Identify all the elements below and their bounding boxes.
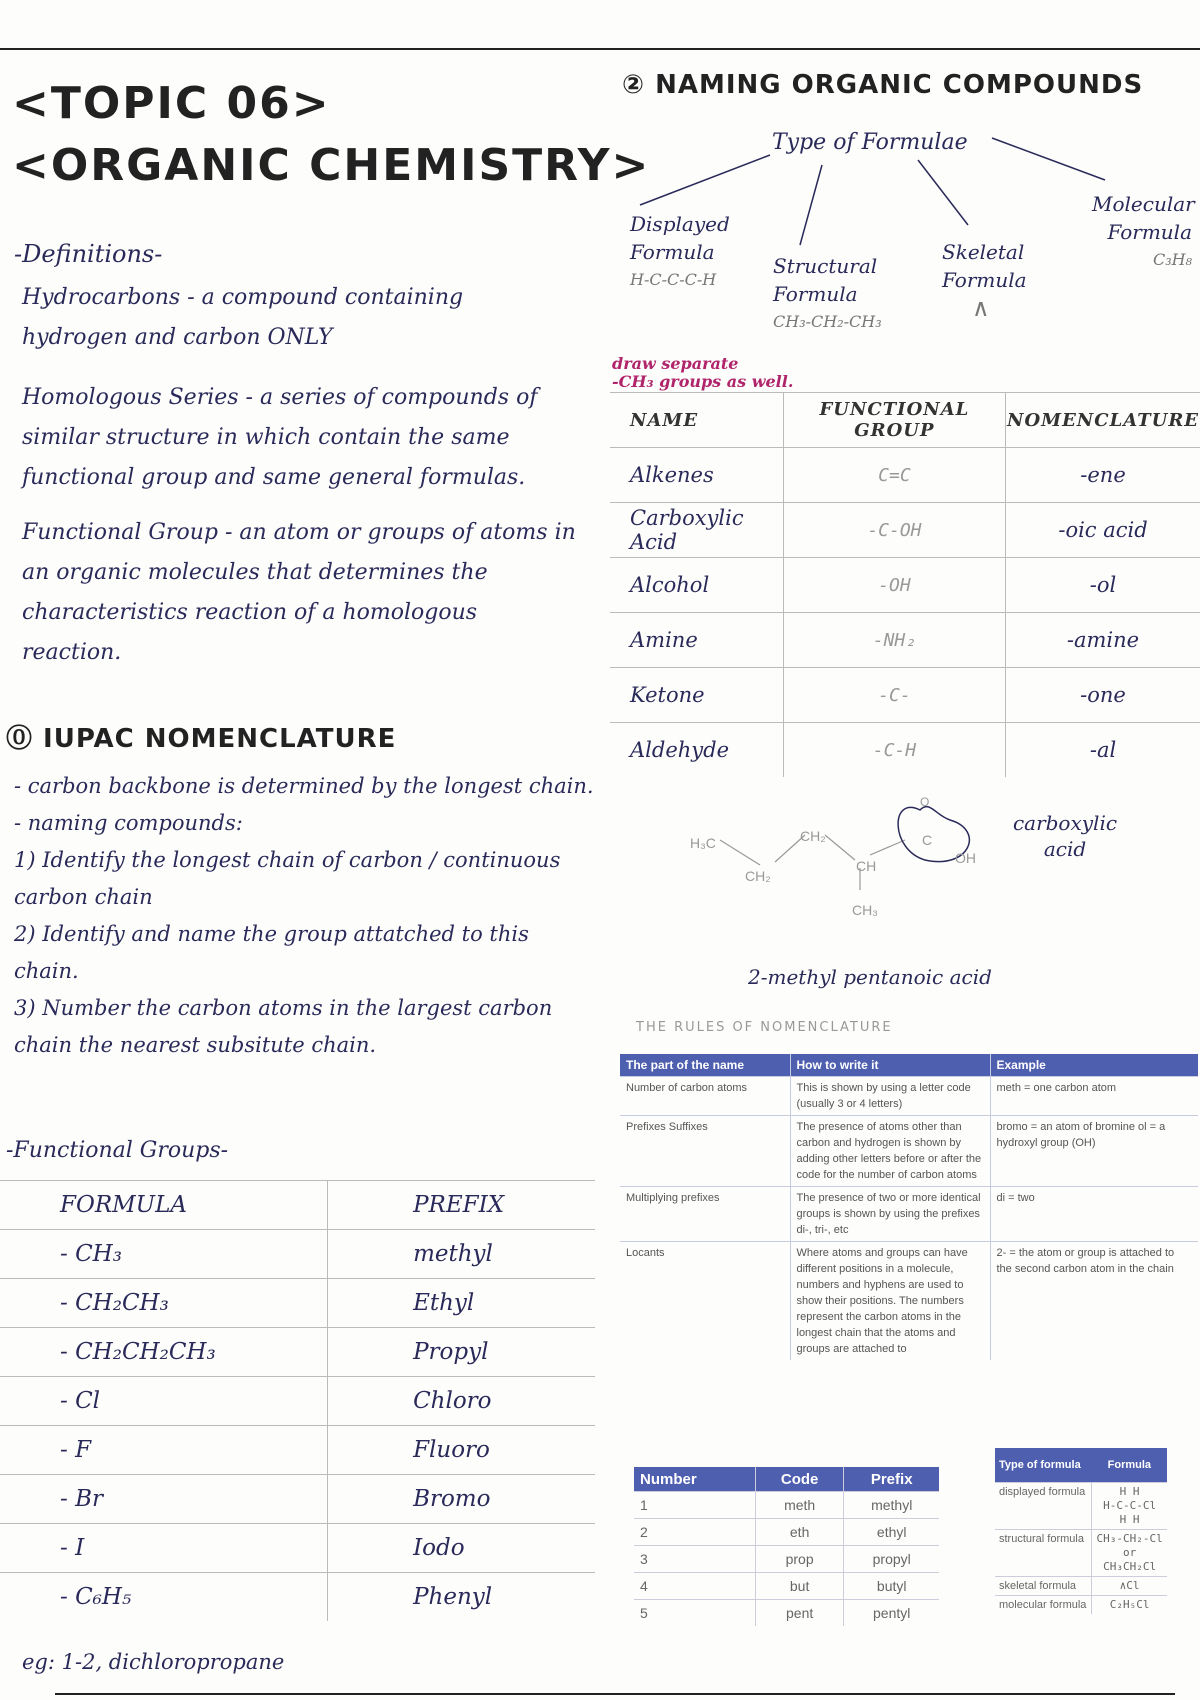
functional-groups-heading: -Functional Groups- — [6, 1138, 229, 1163]
topic-title: <TOPIC 06> — [12, 78, 331, 129]
table-header-row — [620, 1054, 1198, 1077]
table-row — [0, 1230, 595, 1279]
name-cell: Amine — [610, 613, 783, 668]
rule-example-cell: bromo = an atom of bromine ol = a hydroxyl group (OH) — [990, 1116, 1198, 1187]
formula-type-root: Type of Formulae — [772, 130, 968, 155]
iupac-line-backbone: - carbon backbone is determined by the longest chain. — [14, 774, 594, 798]
skeletal-example: ∧ — [972, 294, 990, 322]
name-cell: Alkenes — [610, 448, 783, 503]
branch-label: Molecular Formula — [1092, 192, 1195, 244]
table-row — [0, 1524, 595, 1573]
name-cell: Ketone — [610, 668, 783, 723]
rule-part-cell: Prefixes Suffixes — [620, 1116, 790, 1187]
nomenclature-cell: -amine — [1006, 613, 1200, 668]
formula-cell: H H H-C-C-Cl H H — [1092, 1483, 1167, 1530]
branch-displayed-formula — [630, 210, 750, 294]
nomenclature-cell: -al — [1006, 723, 1200, 778]
functional-group-naming-table — [610, 392, 1200, 777]
table-row — [610, 558, 1200, 613]
molecule-name: 2-methyl pentanoic acid — [748, 965, 992, 989]
branch-label: Structural Formula — [773, 254, 878, 306]
table-row — [995, 1577, 1167, 1596]
formula-cell: - C₆H₅ — [0, 1573, 328, 1622]
prefix-cell: Bromo — [328, 1475, 595, 1524]
column-header-part: The part of the name — [620, 1054, 790, 1077]
prefix-cell: propyl — [844, 1546, 939, 1573]
table-header-row — [0, 1181, 595, 1230]
branch-label: Displayed Formula — [630, 212, 730, 264]
number-cell: 5 — [634, 1600, 755, 1627]
formula-type-cell: displayed formula — [995, 1483, 1092, 1530]
formula-cell: - CH₂CH₂CH₃ — [0, 1328, 328, 1377]
table-header-row — [634, 1467, 939, 1492]
definition-functional-group: Functional Group - an atom or groups of atoms in an organic molecules that determines the characteristics reaction of a homologous reaction. — [22, 520, 576, 665]
rule-example-cell: meth = one carbon atom — [990, 1077, 1198, 1116]
naming-heading: ② NAMING ORGANIC COMPOUNDS — [622, 70, 1144, 100]
example-note: eg: 1-2, dichloropropane — [22, 1650, 285, 1674]
branch-label: Skeletal Formula — [942, 240, 1027, 292]
prefix-cell: methyl — [844, 1492, 939, 1519]
column-header-type: Type of formula — [995, 1448, 1092, 1483]
functional-group-cell: -C-OH — [783, 503, 1005, 558]
table-row — [620, 1242, 1198, 1361]
name-cell: Carboxylic Acid — [610, 503, 783, 558]
prefix-cell: Ethyl — [328, 1279, 595, 1328]
number-cell: 4 — [634, 1573, 755, 1600]
table-row — [620, 1187, 1198, 1242]
molecular-example: C₃H₈ — [1152, 250, 1192, 269]
column-header-code: Code — [755, 1467, 844, 1492]
code-cell: prop — [755, 1546, 844, 1573]
column-header-prefix: Prefix — [844, 1467, 939, 1492]
table-row — [0, 1426, 595, 1475]
column-header-number: Number — [634, 1467, 755, 1492]
red-note-line-1: draw separate — [612, 354, 739, 373]
nomenclature-cell: -ene — [1006, 448, 1200, 503]
name-cell: Alcohol — [610, 558, 783, 613]
nomenclature-cell: -ol — [1006, 558, 1200, 613]
column-header-example: Example — [990, 1054, 1198, 1077]
formula-cell: - Br — [0, 1475, 328, 1524]
number-cell: 1 — [634, 1492, 755, 1519]
rule-how-cell: Where atoms and groups can have different positions in a molecule, numbers and hyphens are used to show their positions. The numbers represent the carbon atoms in the longest chain that the atoms and groups are attached to — [790, 1242, 990, 1361]
atom-h3c: H₃C — [690, 835, 716, 851]
column-header-formula: Formula — [1092, 1448, 1167, 1483]
prefix-cell: Iodo — [328, 1524, 595, 1573]
top-rule — [0, 48, 1200, 50]
column-header-formula: FORMULA — [0, 1181, 328, 1230]
table-header-row — [995, 1448, 1167, 1483]
prefix-cell: Phenyl — [328, 1573, 595, 1622]
carboxylic-acid-label: carboxylic acid — [1012, 811, 1118, 861]
definition-hydrocarbons: Hydrocarbons - a compound containing hydrogen and carbon ONLY — [22, 285, 464, 350]
rules-title: THE RULES OF NOMENCLATURE — [636, 1020, 893, 1035]
rule-example-cell: di = two — [990, 1187, 1198, 1242]
table-row — [634, 1573, 939, 1600]
formula-cell: - CH₃ — [0, 1230, 328, 1279]
rule-part-cell: Locants — [620, 1242, 790, 1361]
red-note — [612, 355, 793, 391]
table-row — [634, 1600, 939, 1627]
prefix-cell: pentyl — [844, 1600, 939, 1627]
code-cell: pent — [755, 1600, 844, 1627]
number-cell: 3 — [634, 1546, 755, 1573]
table-row — [610, 503, 1200, 558]
carbon-code-table — [634, 1467, 939, 1626]
number-cell: 2 — [634, 1519, 755, 1546]
table-row — [634, 1492, 939, 1519]
column-header-how: How to write it — [790, 1054, 990, 1077]
atom-ch2-a: CH₂ — [745, 868, 771, 884]
iupac-step-2: 2) Identify and name the group attatched to this chain. — [14, 922, 529, 983]
rule-how-cell: The presence of two or more identical groups is shown by using the prefixes di-, tri-, etc — [790, 1187, 990, 1242]
table-row — [610, 723, 1200, 778]
bottom-rule — [55, 1693, 1175, 1695]
atom-ch2-b: CH₂ — [800, 828, 826, 844]
iupac-heading: ⓪ IUPAC NOMENCLATURE — [6, 724, 397, 754]
iupac-step-1: 1) Identify the longest chain of carbon / continuous carbon chain — [14, 848, 561, 909]
iupac-steps — [14, 768, 594, 1064]
table-row — [634, 1519, 939, 1546]
table-row — [0, 1279, 595, 1328]
atom-oh: OH — [955, 850, 976, 866]
table-row — [0, 1328, 595, 1377]
rule-how-cell: This is shown by using a letter code (usually 3 or 4 letters) — [790, 1077, 990, 1116]
iupac-line-naming: - naming compounds: — [14, 811, 243, 835]
table-row — [995, 1596, 1167, 1615]
formula-cell: - I — [0, 1524, 328, 1573]
code-cell: but — [755, 1573, 844, 1600]
formula-type-cell: molecular formula — [995, 1596, 1092, 1615]
prefix-cell: ethyl — [844, 1519, 939, 1546]
formula-cell: - F — [0, 1426, 328, 1475]
displayed-example: H-C-C-C-H — [630, 270, 717, 289]
formula-prefix-table — [0, 1180, 595, 1621]
column-header-nomenclature: NOMENCLATURE — [1006, 393, 1200, 448]
branch-molecular-formula — [1092, 190, 1195, 274]
table-row — [610, 668, 1200, 723]
definitions-heading: -Definitions- — [14, 240, 163, 268]
functional-group-cell: -OH — [783, 558, 1005, 613]
functional-group-cell: -C-H — [783, 723, 1005, 778]
name-cell: Aldehyde — [610, 723, 783, 778]
formula-cell: - CH₂CH₃ — [0, 1279, 328, 1328]
table-row — [620, 1116, 1198, 1187]
rule-part-cell: Number of carbon atoms — [620, 1077, 790, 1116]
code-cell: meth — [755, 1492, 844, 1519]
table-row — [995, 1530, 1167, 1577]
prefix-cell: Fluoro — [328, 1426, 595, 1475]
definition-homologous-series: Homologous Series - a series of compounds of similar structure in which contain the same functional group and same general formulas. — [22, 385, 538, 490]
table-row — [610, 613, 1200, 668]
table-row — [0, 1377, 595, 1426]
iupac-step-3: 3) Number the carbon atoms in the largest carbon chain the nearest subsitute chain. — [14, 996, 553, 1057]
atom-ch: CH — [856, 858, 877, 874]
atom-ch3: CH₃ — [852, 902, 878, 918]
nomenclature-cell: -oic acid — [1006, 503, 1200, 558]
table-header-row — [610, 393, 1200, 448]
formula-cell: ∧Cl — [1092, 1577, 1167, 1596]
functional-group-cell: -C- — [783, 668, 1005, 723]
formula-type-cell: skeletal formula — [995, 1577, 1092, 1596]
molecule-skeleton — [680, 790, 1000, 940]
prefix-cell: methyl — [328, 1230, 595, 1279]
table-row — [620, 1077, 1198, 1116]
table-row — [0, 1475, 595, 1524]
atom-o: O — [920, 795, 930, 809]
structural-example: CH₃-CH₂-CH₃ — [773, 312, 882, 331]
column-header-prefix: PREFIX — [328, 1181, 595, 1230]
code-cell: eth — [755, 1519, 844, 1546]
formula-cell: CH₃-CH₂-Cl or CH₃CH₂Cl — [1092, 1530, 1167, 1577]
functional-group-cell: -NH₂ — [783, 613, 1005, 668]
formula-cell: - Cl — [0, 1377, 328, 1426]
prefix-cell: Propyl — [328, 1328, 595, 1377]
rule-how-cell: The presence of atoms other than carbon and hydrogen is shown by adding other letters before or after the code for the number of carbon atoms — [790, 1116, 990, 1187]
functional-group-cell: C=C — [783, 448, 1005, 503]
nomenclature-rules-table — [620, 1054, 1198, 1360]
prefix-cell: Chloro — [328, 1377, 595, 1426]
formula-type-table — [995, 1448, 1167, 1614]
formula-type-cell: structural formula — [995, 1530, 1092, 1577]
atom-c: C — [922, 832, 933, 848]
branch-skeletal-formula — [942, 238, 1052, 322]
column-header-functional-group: FUNCTIONAL GROUP — [783, 393, 1005, 448]
table-row — [0, 1573, 595, 1622]
branch-structural-formula — [773, 252, 903, 336]
table-row — [610, 448, 1200, 503]
topic-subtitle: <ORGANIC CHEMISTRY> — [12, 140, 651, 191]
nomenclature-cell: -one — [1006, 668, 1200, 723]
red-note-line-2: -CH₃ groups as well. — [612, 372, 794, 391]
formula-cell: C₂H₅Cl — [1092, 1596, 1167, 1615]
rule-part-cell: Multiplying prefixes — [620, 1187, 790, 1242]
prefix-cell: butyl — [844, 1573, 939, 1600]
table-row — [634, 1546, 939, 1573]
table-row — [995, 1483, 1167, 1530]
rule-example-cell: 2- = the atom or group is attached to the second carbon atom in the chain — [990, 1242, 1198, 1361]
column-header-name: NAME — [610, 393, 783, 448]
